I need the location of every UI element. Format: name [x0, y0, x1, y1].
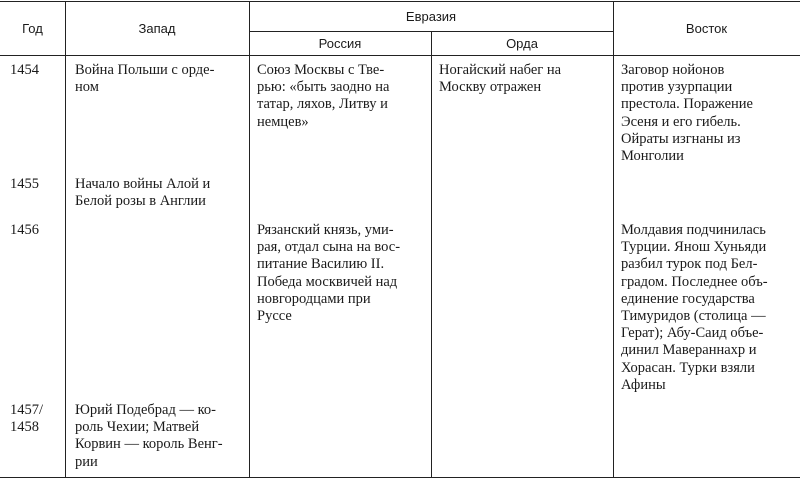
row-1454-west: Война Польши с орде- ном [75, 62, 215, 96]
header-russia: Россия [318, 36, 362, 51]
row-1454-east: Заговор нойонов против узурпации престола. Поражение Эсеня и его гибель. Ойраты изгнаны из Монголии [621, 62, 753, 165]
row-1454-russia: Союз Москвы с Тве- рью: «быть заодно на татар, ляхов, Литву и немцев» [257, 62, 390, 130]
row-1457-year: 1457/ 1458 [10, 402, 44, 436]
row-1454-year: 1454 [10, 62, 39, 78]
header-horde: Орда [506, 36, 538, 51]
col-divider-4 [613, 1, 614, 478]
row-1456-russia: Рязанский князь, уми- рая, отдал сына на вос- питание Василию II. Победа москвичей над новгородцами при Руссе [257, 222, 401, 325]
row-1455-west: Начало войны Алой и Белой розы в Англии [75, 176, 211, 210]
header-west: Запад [138, 21, 176, 36]
row-1454-horde: Ногайский набег на Москву отражен [439, 62, 562, 96]
col-divider-1 [65, 1, 66, 478]
header-year: Год [22, 21, 43, 36]
col-divider-3 [431, 31, 432, 478]
row-1456-year: 1456 [10, 222, 39, 238]
row-1457-west: Юрий Подебрад — ко- роль Чехии; Матвей Корвин — король Венг- рии [75, 402, 223, 470]
bottom-border [0, 477, 800, 478]
header-east: Восток [685, 21, 728, 36]
top-border [0, 1, 800, 2]
header-bottom-border [0, 55, 800, 56]
row-1455-year: 1455 [10, 176, 39, 192]
header-eurasia: Евразия [405, 9, 457, 24]
row-1456-east: Молдавия подчинилась Турции. Янош Хуньяди разбил турок под Бел- градом. Последнее объ- единение государства Тимуридов (столица — Герат); Абу-Саид объе- динил Мавераннахр и Хорасан. Турки взяли Афины [621, 222, 768, 393]
col-divider-2 [249, 1, 250, 478]
